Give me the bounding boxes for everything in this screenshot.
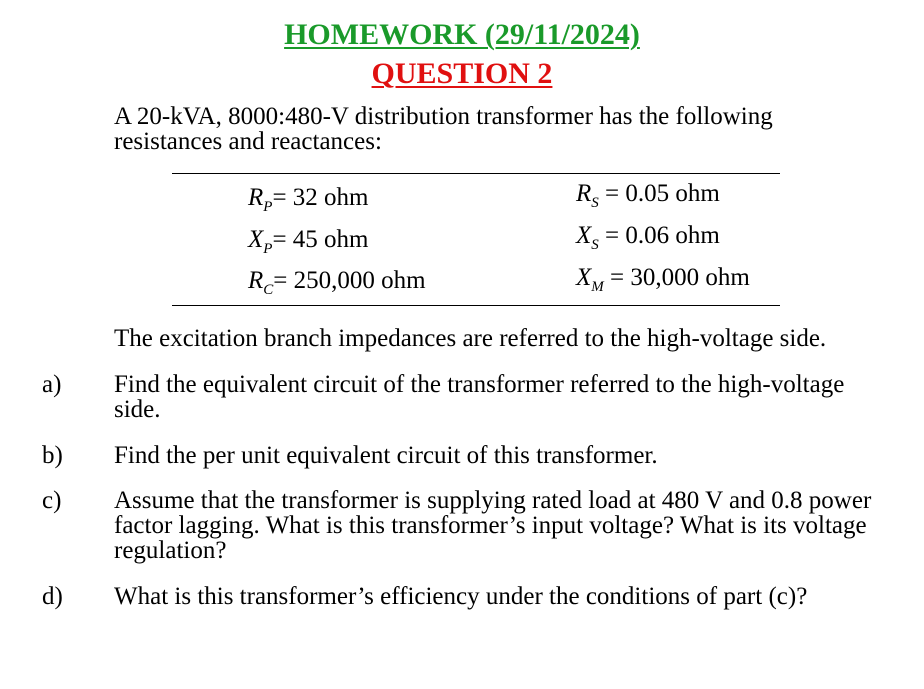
homework-title: HOMEWORK (29/11/2024): [284, 18, 640, 51]
parameter-subscript: S: [591, 195, 599, 211]
parameter-subscript: P: [263, 241, 273, 257]
parameter-subscript: S: [591, 237, 599, 253]
parameter-subscript: P: [263, 199, 273, 215]
parameter-xm: [576, 264, 750, 295]
question-label-c: c): [42, 487, 62, 514]
question-c: Assume that the transformer is supplying rated load at 480 V and 0.8 power factor lagging. What is this transformer’s input voltage? What is its voltage regulation?: [114, 487, 872, 564]
parameter-symbol: R: [248, 267, 264, 294]
parameter-subscript: M: [591, 279, 604, 295]
parameter-symbol: X: [576, 222, 592, 249]
question-a: Find the equivalent circuit of the transformer referred to the high-voltage side.: [114, 371, 845, 423]
parameter-xs: [576, 222, 720, 253]
question-b: Find the per unit equivalent circuit of this transformer.: [114, 442, 658, 469]
question-label-d: d): [42, 583, 63, 610]
parameter-rc: [248, 267, 426, 298]
parameter-value: = 0.05 ohm: [598, 180, 720, 207]
parameter-symbol: R: [576, 180, 592, 207]
intro-paragraph: A 20-kVA, 8000:480-V distribution transformer has the following resistances and reactances:: [114, 103, 773, 155]
excitation-note: The excitation branch impedances are referred to the high-voltage side.: [114, 325, 827, 352]
parameter-value: = 45 ohm: [272, 226, 369, 253]
table-bottom-rule: [172, 305, 780, 306]
parameter-value: = 250,000 ohm: [273, 267, 426, 294]
parameter-rp: [248, 184, 369, 215]
parameter-symbol: X: [248, 226, 264, 253]
parameter-value: = 0.06 ohm: [598, 222, 720, 249]
question-label-b: b): [42, 442, 63, 469]
table-top-rule: [172, 173, 780, 174]
parameter-value: = 32 ohm: [272, 184, 369, 211]
parameter-symbol: X: [576, 264, 592, 291]
question-d: What is this transformer’s efficiency under the conditions of part (c)?: [114, 583, 808, 610]
parameter-xp: [248, 226, 369, 257]
question-label-a: a): [42, 371, 62, 398]
parameter-value: = 30,000 ohm: [603, 264, 750, 291]
parameter-subscript: C: [263, 282, 274, 298]
parameter-rs: [576, 180, 720, 211]
parameter-symbol: R: [248, 184, 264, 211]
question-title: QUESTION 2: [371, 57, 553, 90]
